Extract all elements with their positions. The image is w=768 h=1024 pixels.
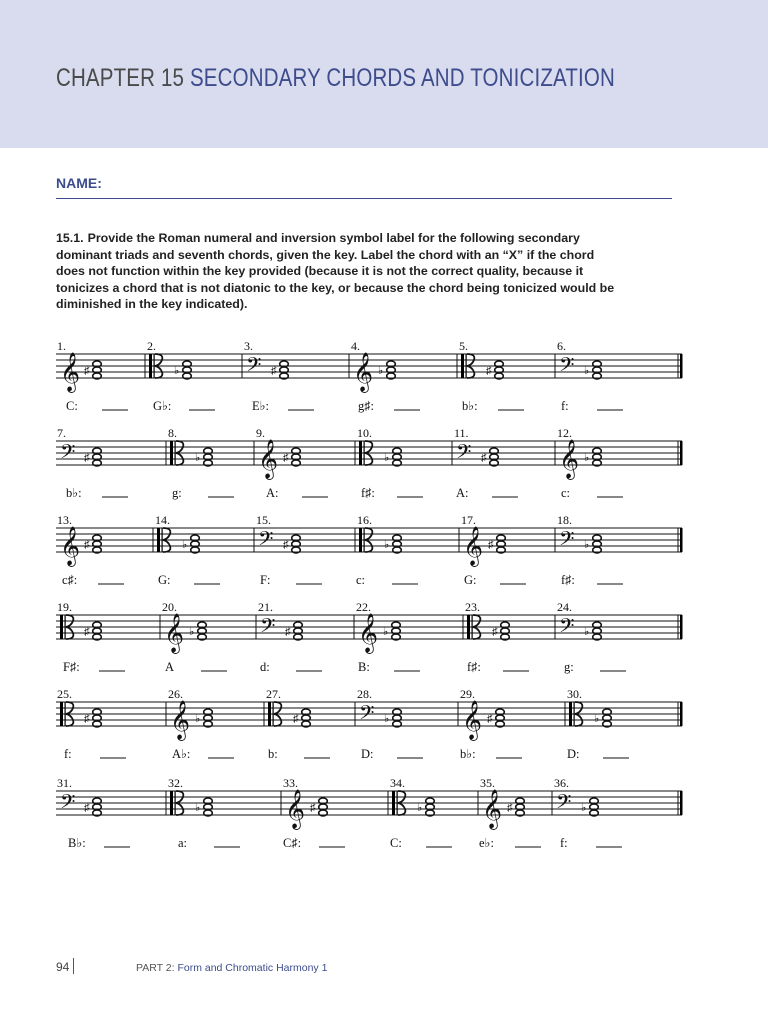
bass-clef-icon: 𝄢 xyxy=(246,355,262,381)
bass-clef-icon: 𝄢 xyxy=(556,792,572,818)
exercise-number-label: 26. xyxy=(168,687,183,701)
alto-clef-thin-bar xyxy=(466,354,467,378)
accidental-icon: ♭ xyxy=(584,539,590,551)
key-label: A♭: xyxy=(172,747,191,761)
key-label: G♭: xyxy=(153,399,172,413)
final-barline-thick xyxy=(680,615,683,639)
bass-clef-icon: 𝄢 xyxy=(60,792,76,818)
key-label: c: xyxy=(561,486,571,500)
exercise-number-label: 6. xyxy=(557,339,566,353)
exercise-number-label: 2. xyxy=(147,339,156,353)
accidental-icon: ♭ xyxy=(384,713,390,725)
accidental-icon: ♯ xyxy=(487,713,493,725)
alto-clef-thin-bar xyxy=(397,791,398,815)
key-label: e♭: xyxy=(479,836,494,850)
accidental-icon: ♭ xyxy=(189,626,195,638)
accidental-icon: ♯ xyxy=(84,713,90,725)
exercise-number-label: 33. xyxy=(283,776,298,790)
exercise-number-label: 23. xyxy=(465,600,480,614)
alto-clef-bar xyxy=(268,702,271,726)
treble-clef-icon: 𝄞 xyxy=(60,528,81,565)
exercise-number-label: 29. xyxy=(460,687,475,701)
accidental-icon: ♯ xyxy=(84,452,90,464)
accidental-icon: ♭ xyxy=(594,713,600,725)
treble-clef-icon: 𝄞 xyxy=(258,441,279,478)
bass-clef-icon: 𝄢 xyxy=(258,529,274,555)
footer-part xyxy=(136,962,327,974)
accidental-icon: ♯ xyxy=(283,539,289,551)
key-label: a: xyxy=(178,836,188,850)
footer-separator xyxy=(73,958,74,974)
key-label: E♭: xyxy=(252,399,270,413)
key-label: B: xyxy=(358,660,370,674)
page-number: 94 xyxy=(56,960,70,974)
exercise-number-label: 10. xyxy=(357,426,372,440)
key-label: C: xyxy=(66,399,78,413)
alto-clef-thin-bar xyxy=(472,615,473,639)
key-label: g: xyxy=(564,660,574,674)
accidental-icon: ♯ xyxy=(84,539,90,551)
footer-part-title: Form and Chromatic Harmony 1 xyxy=(177,962,328,974)
exercise-number-label: 3. xyxy=(244,339,253,353)
exercise-number-label: 19. xyxy=(57,600,72,614)
accidental-icon: ♭ xyxy=(584,452,590,464)
alto-clef-bar xyxy=(359,528,362,552)
exercise-number-label: 7. xyxy=(57,426,66,440)
final-barline-thick xyxy=(680,702,683,726)
accidental-icon: ♭ xyxy=(384,452,390,464)
exercise-number-label: 30. xyxy=(567,687,582,701)
accidental-icon: ♯ xyxy=(486,365,492,377)
accidental-icon: ♯ xyxy=(488,539,494,551)
accidental-icon: ♯ xyxy=(492,626,498,638)
key-label: f♯: xyxy=(561,573,575,587)
accidental-icon: ♯ xyxy=(293,713,299,725)
alto-clef-bar xyxy=(149,354,152,378)
alto-clef-thin-bar xyxy=(364,528,365,552)
bass-clef-icon: 𝄢 xyxy=(559,616,575,642)
accidental-icon: ♭ xyxy=(378,365,384,377)
exercise-number-label: 31. xyxy=(57,776,72,790)
treble-clef-icon: 𝄞 xyxy=(463,528,484,565)
name-label: NAME: xyxy=(56,175,102,191)
accidental-icon: ♯ xyxy=(283,452,289,464)
accidental-icon: ♭ xyxy=(384,539,390,551)
key-label: D: xyxy=(361,747,374,761)
accidental-icon: ♭ xyxy=(581,802,587,814)
treble-clef-icon: 𝄞 xyxy=(170,702,191,739)
exercise-number-label: 8. xyxy=(168,426,177,440)
final-barline-thick xyxy=(680,354,683,378)
alto-clef-bar xyxy=(461,354,464,378)
exercise-number-label: 35. xyxy=(480,776,495,790)
exercise-number-label: 36. xyxy=(554,776,569,790)
bass-clef-icon: 𝄢 xyxy=(359,703,375,729)
exercise-number-label: 1. xyxy=(57,339,66,353)
exercise-number-label: 28. xyxy=(357,687,372,701)
accidental-icon: ♯ xyxy=(310,802,316,814)
key-label: A: xyxy=(266,486,279,500)
final-barline-thick xyxy=(680,791,683,815)
alto-clef-bar xyxy=(392,791,395,815)
bass-clef-icon: 𝄢 xyxy=(60,442,76,468)
accidental-icon: ♭ xyxy=(195,713,201,725)
key-label: F: xyxy=(260,573,271,587)
accidental-icon: ♭ xyxy=(417,802,423,814)
exercise-number-label: 34. xyxy=(390,776,405,790)
key-label: d: xyxy=(260,660,270,674)
exercise-number-label: 4. xyxy=(351,339,360,353)
exercise-number-label: 15. xyxy=(256,513,271,527)
final-barline-thick xyxy=(680,441,683,465)
accidental-icon: ♯ xyxy=(285,626,291,638)
alto-clef-bar xyxy=(157,528,160,552)
alto-clef-bar xyxy=(467,615,470,639)
key-label: g♯: xyxy=(358,399,374,413)
exercise-number-label: 24. xyxy=(557,600,572,614)
accidental-icon: ♯ xyxy=(84,365,90,377)
key-label: f♯: xyxy=(361,486,375,500)
alto-clef-bar xyxy=(60,615,63,639)
accidental-icon: ♭ xyxy=(182,539,188,551)
bass-clef-icon: 𝄢 xyxy=(260,616,276,642)
alto-clef-thin-bar xyxy=(574,702,575,726)
key-label: G: xyxy=(158,573,171,587)
exercise-number-label: 17. xyxy=(461,513,476,527)
treble-clef-icon: 𝄞 xyxy=(462,702,483,739)
bass-clef-icon: 𝄢 xyxy=(456,442,472,468)
alto-clef-thin-bar xyxy=(175,791,176,815)
exercise-number-label: 5. xyxy=(459,339,468,353)
exercise-number-label: 14. xyxy=(155,513,170,527)
exercise-number-label: 13. xyxy=(57,513,72,527)
key-label: F♯: xyxy=(63,660,80,674)
exercise-number-label: 11. xyxy=(454,426,469,440)
exercise-number-label: 21. xyxy=(258,600,273,614)
alto-clef-bar xyxy=(569,702,572,726)
accidental-icon: ♯ xyxy=(84,626,90,638)
exercise-number-label: 18. xyxy=(557,513,572,527)
key-label: b♭: xyxy=(460,747,476,761)
key-label: D: xyxy=(567,747,580,761)
accidental-icon: ♭ xyxy=(383,626,389,638)
accidental-icon: ♯ xyxy=(84,802,90,814)
key-label: f: xyxy=(64,747,72,761)
alto-clef-thin-bar xyxy=(364,441,365,465)
alto-clef-thin-bar xyxy=(154,354,155,378)
treble-clef-icon: 𝄞 xyxy=(353,354,374,391)
treble-clef-icon: 𝄞 xyxy=(164,615,185,652)
key-label: C♯: xyxy=(283,836,302,850)
accidental-icon: ♭ xyxy=(195,802,201,814)
key-label: A: xyxy=(456,486,469,500)
exercise-number-label: 32. xyxy=(168,776,183,790)
accidental-icon: ♭ xyxy=(174,365,180,377)
alto-clef-bar xyxy=(170,791,173,815)
footer-part-label: PART 2: xyxy=(136,962,175,974)
alto-clef-thin-bar xyxy=(162,528,163,552)
exercise-text: Provide the Roman numeral and inversion symbol label for the following secondary dominant triads and seventh chords, given the key. Label the chord with an “X” if the chord does not function within the key provided (because it is not the correct quality, because it tonicizes a chord that is not diatonic to the key, or because the chord being tonicized would be diminished in the key indicated). xyxy=(56,231,615,312)
exercise-number-label: 16. xyxy=(357,513,372,527)
exercise-number-label: 27. xyxy=(266,687,281,701)
alto-clef-thin-bar xyxy=(65,702,66,726)
treble-clef-icon: 𝄞 xyxy=(358,615,379,652)
exercise-number-label: 22. xyxy=(356,600,371,614)
exercise-number-label: 9. xyxy=(256,426,265,440)
alto-clef-thin-bar xyxy=(273,702,274,726)
treble-clef-icon: 𝄞 xyxy=(285,791,306,828)
exercise-number: 15.1. xyxy=(56,231,84,245)
chapter-name: SECONDARY CHORDS AND TONICIZATION xyxy=(189,64,615,92)
accidental-icon: ♭ xyxy=(584,626,590,638)
key-label: C: xyxy=(390,836,402,850)
treble-clef-icon: 𝄞 xyxy=(482,791,503,828)
key-label: b♭: xyxy=(462,399,478,413)
key-label: B♭: xyxy=(68,836,86,850)
key-label: b♭: xyxy=(66,486,82,500)
final-barline-thick xyxy=(680,528,683,552)
key-label: f: xyxy=(560,836,568,850)
accidental-icon: ♯ xyxy=(481,452,487,464)
alto-clef-thin-bar xyxy=(65,615,66,639)
key-label: f♯: xyxy=(467,660,481,674)
alto-clef-bar xyxy=(359,441,362,465)
accidental-icon: ♯ xyxy=(271,365,277,377)
exercise-number-label: 25. xyxy=(57,687,72,701)
key-label: b: xyxy=(268,747,278,761)
key-label: c: xyxy=(356,573,366,587)
accidental-icon: ♭ xyxy=(584,365,590,377)
alto-clef-thin-bar xyxy=(175,441,176,465)
exercise-number-label: 12. xyxy=(557,426,572,440)
accidental-icon: ♯ xyxy=(507,802,513,814)
chapter-label: CHAPTER 15 xyxy=(56,64,185,92)
key-label: A xyxy=(165,660,175,674)
treble-clef-icon: 𝄞 xyxy=(559,441,580,478)
key-label: G: xyxy=(464,573,477,587)
key-label: g: xyxy=(172,486,182,500)
treble-clef-icon: 𝄞 xyxy=(60,354,81,391)
key-label: c♯: xyxy=(62,573,78,587)
alto-clef-bar xyxy=(60,702,63,726)
key-label: f: xyxy=(561,399,569,413)
accidental-icon: ♭ xyxy=(195,452,201,464)
exercise-number-label: 20. xyxy=(162,600,177,614)
alto-clef-bar xyxy=(170,441,173,465)
bass-clef-icon: 𝄢 xyxy=(559,355,575,381)
bass-clef-icon: 𝄢 xyxy=(559,529,575,555)
